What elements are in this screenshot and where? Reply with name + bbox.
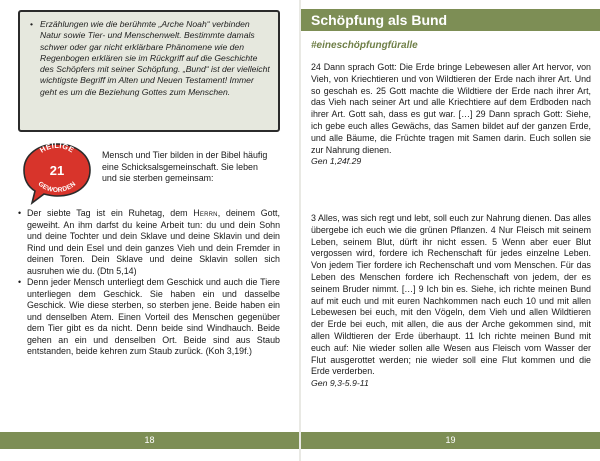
left-page — [0, 0, 299, 461]
info-box-text: • Erzählungen wie die berühmte „Arche Noah“ verbinden Natur sowie Tier- und Menschenwelt. Bestimmte damals schwer oder gar nicht erklärbare Phänomene wie den Regenbogen erklären sie im Rückgriff auf die Geschichte des Schöpfers mit seiner Schöpfung. „Bund“ ist der vielleicht wichtigste Begriff im Alten und Neuen Testament! Immer geht es um die Beziehung Gottes zum Menschen. — [30, 19, 270, 98]
hashtag: #eineschöpfungfüralle — [311, 40, 418, 51]
info-box — [18, 10, 280, 132]
list-item — [18, 277, 280, 358]
scripture-reference: Gen 9,3-5.9-11 — [311, 378, 369, 389]
page-title: Schöpfung als Bund — [301, 9, 600, 31]
scripture-passage-1 — [311, 62, 591, 168]
bullet-text-pre: Der siebte Tag ist ein Ruhetag, dem — [27, 208, 194, 218]
stamp-text-top: HEILIGE — [38, 140, 76, 155]
bullet-text-pre: Denn jeder Mensch unterliegt dem Geschick und auch die Tiere unterliegen dem Geschick. Sie haben ein und dasselbe Geschick. Wie diese sterben, so sterben jene. Beide haben ein und denselben Atem. Einen Vorteil des Menschen gegenüber dem Tier gibt es da nicht. Denn beide sind Windhauch. Beide gehen an ein und denselben Ort. Beide sind aus Staub entstanden, beide kehren zum Staub zurück. (Koh 3,19f.) — [27, 277, 280, 356]
list-item — [18, 208, 280, 277]
right-page — [301, 0, 600, 461]
stamp-number: 21 — [49, 163, 65, 178]
page-number-left: 18 — [0, 432, 299, 449]
bullet-list — [18, 208, 280, 358]
page-number-right: 19 — [301, 432, 600, 449]
scripture-reference: Gen 1,24f.29 — [311, 156, 362, 167]
stamp-text-bottom: GEWORDEN — [36, 180, 78, 195]
passage-text: 3 Alles, was sich regt und lebt, soll euch zur Nahrung dienen. Das alles übergebe ich euch wie die grünen Pflanzen. 4 Nur Fleisch mit seinem Leben, seinem Blut, dürft ihr nicht essen. 5 Wenn aber euer Blut vergossen wird, fordere ich Rechenschaft für jedes einzelne Leben. Von jedem Tier fordere ich Rechenschaft und vom Menschen. Für das Leben des Menschen fordere ich Rechenschaft von jedem, der es seinem Bruder nimmt. […] 9 Ich bin es. Siehe, ich richte meinen Bund auf mit euch und mit euren Nachkommen nach euch 10 und mit allen Lebewesen bei euch, mit den Vögeln, dem Vieh und allen Wildtieren der Erde bei euch, mit allen, die aus der Arche gekommen sind, mit allen Wildtieren der Erde überhaupt. 11 Ich richte meinen Bund mit euch auf: Nie wieder sollen alle Wesen aus Fleisch vom Wasser der Flut ausgerottet werden; nie wieder soll eine Flut kommen und die Erde verderben. — [311, 213, 591, 377]
lead-paragraph — [18, 150, 280, 185]
scripture-passage-2 — [311, 213, 591, 390]
bullet-smallcaps: Herrn — [193, 208, 218, 218]
lead-line-3: und sie sterben gemeinsam: — [102, 173, 214, 184]
passage-text: 24 Dann sprach Gott: Die Erde bringe Lebewesen aller Art hervor, von Vieh, von Kriechtieren und von Wildtieren der Erde nach ihrer Art. Und so geschah es. 25 Gott machte die Wildtiere der Erde nach ihrer Art, das Vieh nach seiner Art und alle Kriechtiere auf dem Erdboden nach ihrer Art. Gott sah, dass es gut war. […] 29 Dann sprach Gott: Siehe, ich gebe euch alles Gewächs, das Samen bildet auf der ganzen Erde, und alle Bäume, die Früchte tragen mit Samen darin. Euch sollen sie zur Nahrung dienen. — [311, 62, 591, 155]
info-box-list — [30, 19, 270, 98]
bullet-text-post: , deinem Gott, geweiht. An ihm darfst du keine Arbeit tun: du und dein Sohn und deine Tochter und dein Sklave und deine Sklavin und dein Rind und dein Esel und dein ganzes Vieh und dein Fremder in deinen Toren. Dein Sklave und deine Sklavin sollen sich ausruhen wie du. (Dtn 5,14) — [27, 208, 280, 276]
lead-line-1: Mensch und Tier bilden in der Bibel häufig — [102, 150, 268, 160]
lead-line-2: eine Schicksalsgemeinschaft. Sie leben — [102, 161, 258, 172]
